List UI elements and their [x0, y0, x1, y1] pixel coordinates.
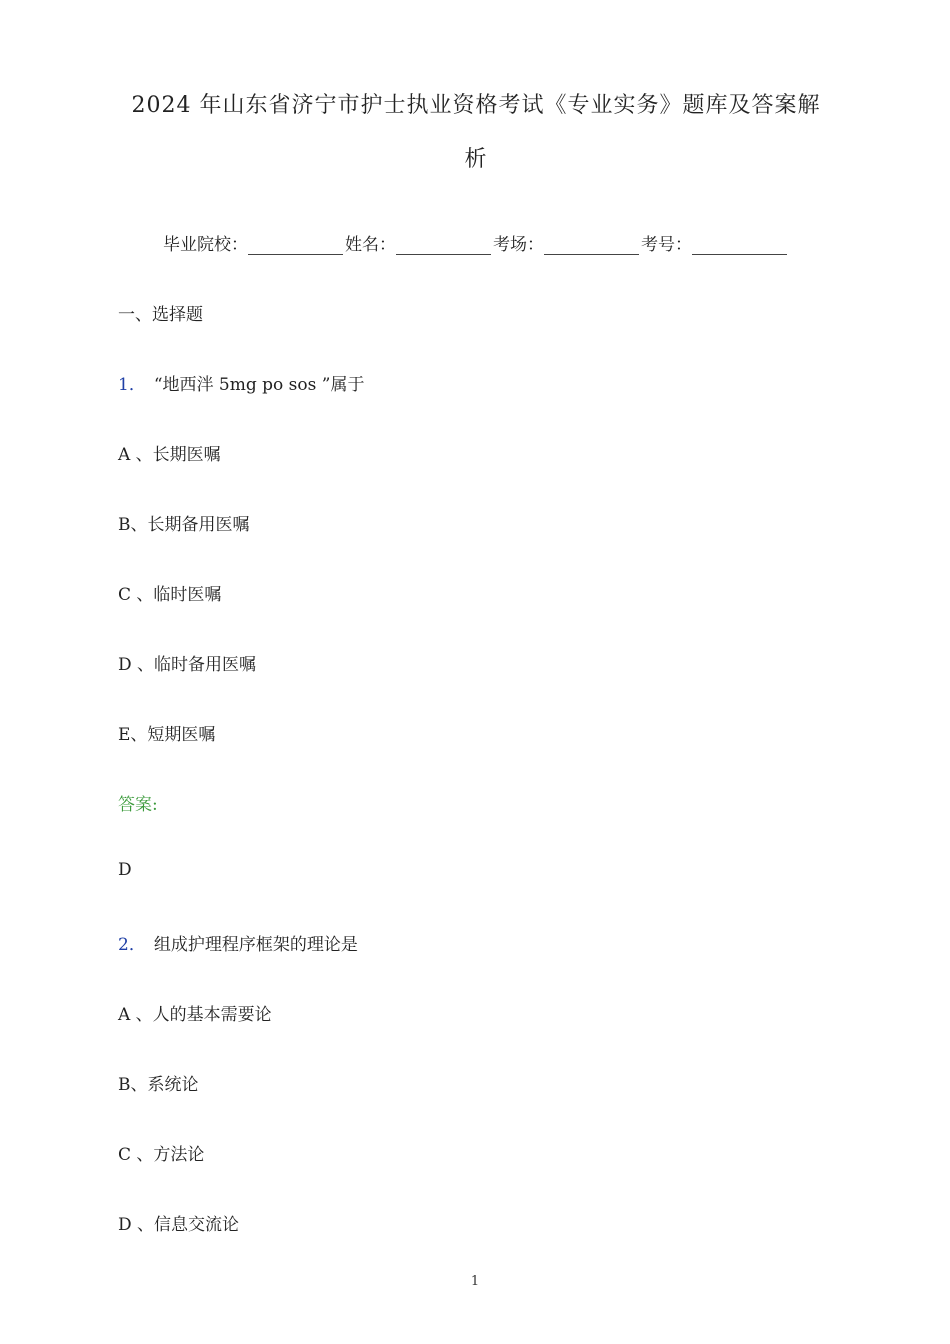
- document-title-line-2: 析: [464, 147, 488, 172]
- question-1-option-c: C 、临时医嘱: [118, 585, 222, 605]
- page-number: 1: [470, 1274, 480, 1289]
- exam-room-blank: [544, 236, 639, 255]
- candidate-info-row: [163, 230, 789, 255]
- section-heading: 一、选择题: [118, 305, 203, 325]
- question-1-answer-label: 答案:: [118, 795, 158, 815]
- question-2-option-c: C 、方法论: [118, 1145, 205, 1165]
- question-1-option-e: E、短期医嘱: [118, 725, 216, 745]
- name-label: 姓名：: [345, 235, 396, 255]
- question-2-text: 组成护理程序框架的理论是: [153, 935, 358, 955]
- question-2-option-a: A 、人的基本需要论: [118, 1005, 272, 1025]
- name-blank: [396, 236, 491, 255]
- document-title-line-1: 2024 年山东省济宁市护士执业资格考试《专业实务》题库及答案解: [131, 93, 821, 118]
- question-2-option-b: B、系统论: [118, 1075, 199, 1095]
- question-1-answer: D: [118, 860, 132, 880]
- question-1-option-d: D 、临时备用医嘱: [118, 655, 257, 675]
- question-1-text: “地西泮 5mg po sos ”属于: [153, 375, 365, 395]
- exam-number-label: 考号：: [641, 235, 692, 255]
- school-blank: [248, 236, 343, 255]
- question-2-number: 2．: [118, 935, 146, 955]
- question-2: [118, 930, 358, 955]
- exam-number-blank: [692, 236, 787, 255]
- question-1-option-b: B、长期备用医嘱: [118, 515, 250, 535]
- question-1: [118, 370, 364, 395]
- school-label: 毕业院校：: [163, 235, 248, 255]
- exam-room-label: 考场：: [493, 235, 544, 255]
- question-1-option-a: A 、长期医嘱: [118, 445, 221, 465]
- question-1-number: 1．: [118, 375, 146, 395]
- question-2-option-d: D 、信息交流论: [118, 1215, 240, 1235]
